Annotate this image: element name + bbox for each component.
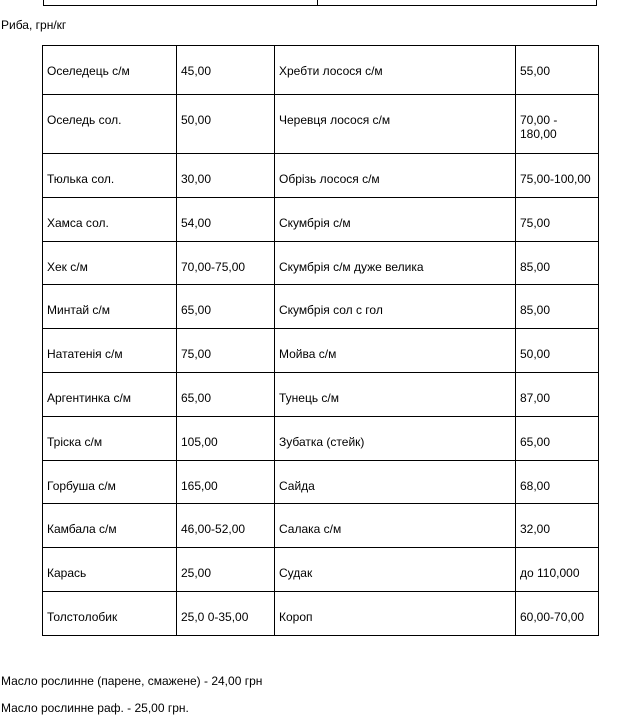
fish-price-cell: 68,00 (516, 461, 599, 504)
note-oil-heated: Масло рослинне (парене, смажене) - 24,00 грн (1, 674, 263, 688)
fish-price-cell: 30,00 (177, 154, 275, 198)
fish-price-cell: 32,00 (516, 504, 599, 548)
fish-price-cell: 105,00 (177, 417, 275, 461)
fish-price-cell: 60,00-70,00 (516, 592, 599, 636)
fish-price-cell: до 110,000 (516, 548, 599, 592)
fish-name-cell: Скумбрія с/м дуже велика (275, 242, 516, 285)
fish-price-cell: 65,00 (516, 417, 599, 461)
previous-table-bottom (43, 0, 597, 6)
fish-name-cell: Скумбрія сол с гол (275, 285, 516, 329)
table-row (43, 504, 599, 548)
table-row (43, 198, 599, 242)
fish-name-cell: Обрізь лосося с/м (275, 154, 516, 198)
previous-table-divider (317, 0, 318, 5)
fish-name-cell: Короп (275, 592, 516, 636)
fish-name-cell: Горбуша с/м (43, 461, 177, 504)
fish-name-cell: Камбала с/м (43, 504, 177, 548)
table-row (43, 329, 599, 373)
fish-price-table (42, 45, 599, 636)
fish-price-cell: 46,00-52,00 (177, 504, 275, 548)
fish-name-cell: Оселедь сол. (43, 95, 177, 154)
table-row (43, 461, 599, 504)
fish-name-cell: Аргентинка с/м (43, 373, 177, 417)
fish-name-cell: Хребти лосося с/м (275, 46, 516, 95)
fish-name-cell: Салака с/м (275, 504, 516, 548)
fish-price-cell: 70,00 - 180,00 (516, 95, 599, 154)
fish-name-cell: Тріска с/м (43, 417, 177, 461)
table-row (43, 46, 599, 95)
fish-price-cell: 25,0 0-35,00 (177, 592, 275, 636)
fish-price-cell: 45,00 (177, 46, 275, 95)
fish-price-cell: 85,00 (516, 285, 599, 329)
fish-price-cell: 65,00 (177, 373, 275, 417)
fish-price-cell: 75,00 (516, 198, 599, 242)
fish-name-cell: Скумбрія с/м (275, 198, 516, 242)
fish-name-cell: Черевця лосося с/м (275, 95, 516, 154)
fish-name-cell: Хек с/м (43, 242, 177, 285)
table-row (43, 548, 599, 592)
table-row (43, 242, 599, 285)
fish-price-cell: 50,00 (177, 95, 275, 154)
table-row (43, 592, 599, 636)
fish-name-cell: Мойва с/м (275, 329, 516, 373)
fish-name-cell: Толстолобик (43, 592, 177, 636)
fish-price-cell: 25,00 (177, 548, 275, 592)
fish-price-cell: 55,00 (516, 46, 599, 95)
fish-name-cell: Тунець с/м (275, 373, 516, 417)
section-title: Риба, грн/кг (1, 18, 67, 32)
fish-name-cell: Нататенія с/м (43, 329, 177, 373)
fish-price-cell: 65,00 (177, 285, 275, 329)
table-row (43, 95, 599, 154)
fish-name-cell: Карась (43, 548, 177, 592)
fish-name-cell: Сайда (275, 461, 516, 504)
fish-price-cell: 75,00 (177, 329, 275, 373)
fish-name-cell: Судак (275, 548, 516, 592)
fish-price-cell: 75,00-100,00 (516, 154, 599, 198)
table-row (43, 154, 599, 198)
fish-price-cell: 85,00 (516, 242, 599, 285)
fish-name-cell: Зубатка (стейк) (275, 417, 516, 461)
fish-name-cell: Минтай с/м (43, 285, 177, 329)
table-row (43, 285, 599, 329)
note-oil-refined: Масло рослинне раф. - 25,00 грн. (1, 701, 189, 715)
table-row (43, 373, 599, 417)
fish-name-cell: Тюлька сол. (43, 154, 177, 198)
table-row (43, 417, 599, 461)
fish-name-cell: Хамса сол. (43, 198, 177, 242)
fish-price-cell: 50,00 (516, 329, 599, 373)
fish-price-cell: 54,00 (177, 198, 275, 242)
fish-name-cell: Оселедець с/м (43, 46, 177, 95)
fish-price-cell: 165,00 (177, 461, 275, 504)
fish-price-cell: 70,00-75,00 (177, 242, 275, 285)
fish-price-cell: 87,00 (516, 373, 599, 417)
